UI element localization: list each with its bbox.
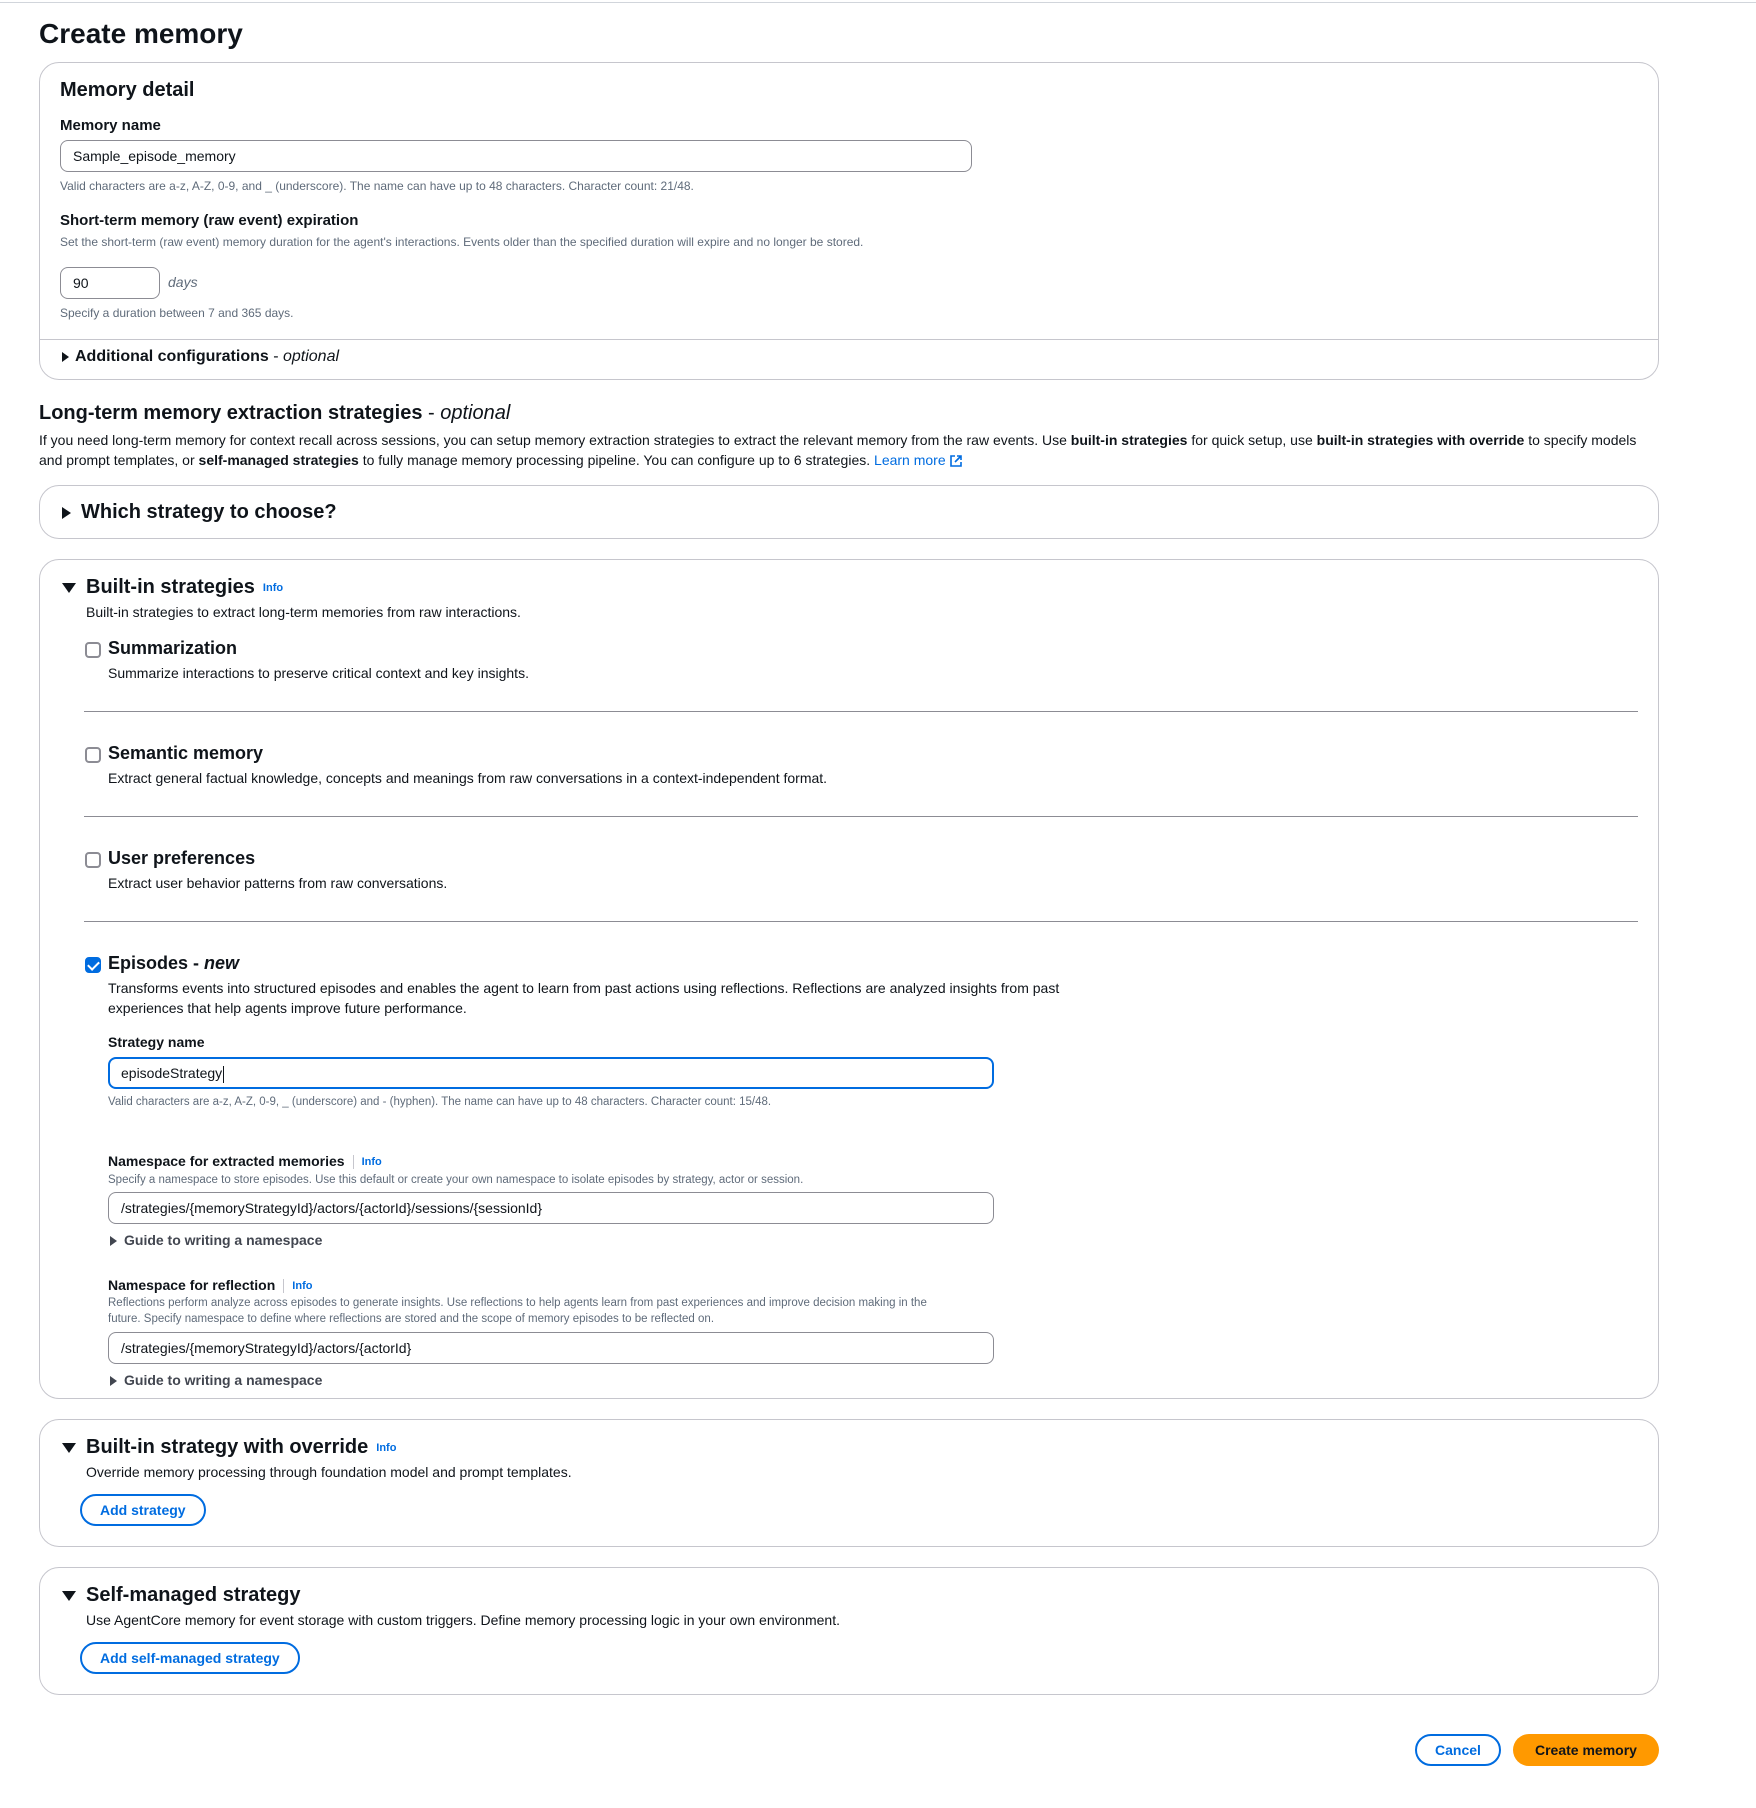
long-term-description [39, 430, 1649, 470]
create-memory-button[interactable]: Create memory [1513, 1734, 1659, 1766]
memory-detail-container [39, 62, 1659, 380]
strategy-name-value: episodeStrategy [121, 1065, 223, 1081]
option-divider [84, 711, 1638, 712]
namespace-info-link[interactable]: Info [361, 1156, 382, 1169]
expiration-hint: Specify a duration between 7 and 365 days. [60, 306, 294, 320]
namespace-label: Namespace for extracted memories [108, 1153, 345, 1169]
builtin-strategies-container [39, 559, 1659, 1399]
episodes-title-row [108, 953, 239, 974]
long-term-desc-text-1: If you need long-term memory for context recall across sessions, you can setup memory extraction strategies to extract the relevant memory from the raw events. Use [39, 432, 1071, 448]
expiration-description: Set the short-term (raw event) memory duration for the agent's interactions. Events older than the specified duration will expire and no longer be stored. [60, 235, 864, 249]
summarization-checkbox[interactable] [85, 642, 101, 658]
guide-namespace-toggle-2[interactable] [110, 1372, 322, 1388]
override-strategy-container [39, 1419, 1659, 1547]
info-separator [283, 1279, 284, 1293]
override-title: Built-in strategy with override [86, 1436, 369, 1458]
summarization-title: Summarization [108, 638, 238, 658]
text-cursor [223, 1066, 224, 1083]
which-strategy-title: Which strategy to choose? [81, 501, 337, 523]
memory-name-hint: Valid characters are a-z, A-Z, 0-9, and _ (underscore). The name can have up to 48 characters. Character count: 21/48. [60, 179, 694, 193]
builtin-strategies-title: Built-in strategies [86, 576, 255, 598]
caret-down-icon [62, 1591, 76, 1601]
builtin-info-link[interactable]: Info [262, 581, 284, 594]
builtin-description: Built-in strategies to extract long-term memories from raw interactions. [86, 604, 521, 620]
top-divider [0, 2, 1756, 3]
caret-right-icon [110, 1236, 117, 1246]
expiration-label: Short-term memory (raw event) expiration [60, 212, 359, 229]
memory-detail-title: Memory detail [60, 79, 195, 101]
guide-namespace-label-2: Guide to writing a namespace [124, 1372, 323, 1388]
external-link-icon [950, 455, 962, 467]
strategy-name-hint: Valid characters are a-z, A-Z, 0-9, _ (underscore) and - (hyphen). The name can have up to 48 characters. Character count: 15/48. [108, 1096, 772, 1108]
self-managed-header[interactable] [62, 1584, 301, 1607]
caret-down-icon [62, 1443, 76, 1453]
strategy-name-input[interactable] [108, 1057, 994, 1089]
learn-more-label: Learn more [874, 452, 946, 468]
long-term-desc-bold-1: built-in strategies [1070, 432, 1188, 448]
expiration-unit: days [168, 274, 198, 290]
episodes-description-line-2: experiences that help agents improve future performance. [108, 1000, 467, 1016]
namespace-input[interactable]: /strategies/{memoryStrategyId}/actors/{actorId}/sessions/{sessionId} [108, 1192, 994, 1224]
reflection-info-link[interactable]: Info [292, 1280, 313, 1293]
builtin-strategies-header[interactable] [62, 576, 283, 599]
caret-right-icon [110, 1376, 117, 1386]
additional-configurations-label: Additional configurations [75, 348, 269, 365]
reflection-description-line-1: Reflections perform analyze across episodes to generate insights. Use reflections to help agents learn from past experiences and improve decision making in the [108, 1297, 927, 1309]
guide-namespace-toggle-1[interactable] [110, 1232, 322, 1248]
expiration-days-input[interactable]: 90 [60, 267, 160, 299]
long-term-title: Long-term memory extraction strategies [39, 402, 423, 424]
additional-optional: optional [282, 348, 340, 365]
long-term-header [39, 402, 510, 425]
which-strategy-toggle[interactable] [62, 501, 337, 524]
summarization-description: Summarize interactions to preserve critical context and key insights. [108, 665, 529, 681]
namespace-label-row [108, 1153, 382, 1169]
long-term-desc-bold-3: self-managed strategies [198, 452, 359, 468]
episodes-title: Episodes [108, 953, 189, 973]
option-divider [84, 921, 1638, 922]
caret-right-icon [62, 352, 69, 362]
memory-name-input[interactable]: Sample_episode_memory [60, 140, 972, 172]
semantic-memory-checkbox[interactable] [85, 747, 101, 763]
long-term-desc-bold-2: built-in strategies with override [1316, 432, 1525, 448]
page-title: Create memory [39, 18, 243, 49]
which-strategy-container[interactable] [39, 485, 1659, 539]
caret-right-icon [62, 507, 71, 519]
namespace-description: Specify a namespace to store episodes. Use this default or create your own namespace to isolate episodes by strategy, actor or session. [108, 1174, 804, 1186]
override-info-link[interactable]: Info [376, 1441, 397, 1454]
long-term-optional: optional [440, 402, 511, 424]
episodes-checkbox[interactable] [85, 957, 101, 973]
info-separator [353, 1155, 354, 1169]
option-divider [84, 816, 1638, 817]
user-preferences-description: Extract user behavior patterns from raw conversations. [108, 875, 448, 891]
episodes-separator: - [188, 953, 205, 973]
additional-separator: - [268, 348, 283, 365]
reflection-description-line-2: future. Specify namespace to define where reflections are stored and the scope of memory episodes to be reflected on. [108, 1313, 715, 1325]
reflection-label: Namespace for reflection [108, 1277, 276, 1293]
long-term-desc-text-4: to fully manage memory processing pipeline. You can configure up to 6 strategies. [358, 452, 875, 468]
cancel-button[interactable]: Cancel [1415, 1734, 1501, 1766]
semantic-memory-title: Semantic memory [108, 743, 264, 763]
guide-namespace-label-1: Guide to writing a namespace [124, 1232, 323, 1248]
user-preferences-title: User preferences [108, 848, 256, 868]
episodes-description-line-1: Transforms events into structured episodes and enables the agent to learn from past actions using reflections. Reflections are analyzed insights from past [108, 980, 1060, 996]
add-self-managed-strategy-button[interactable]: Add self-managed strategy [80, 1642, 300, 1674]
strategy-name-label: Strategy name [108, 1034, 205, 1050]
user-preferences-checkbox[interactable] [85, 852, 101, 868]
add-strategy-button[interactable]: Add strategy [80, 1494, 206, 1526]
override-description: Override memory processing through foundation model and prompt templates. [86, 1464, 572, 1480]
self-managed-description: Use AgentCore memory for event storage with custom triggers. Define memory processing logic in your own environment. [86, 1612, 840, 1628]
self-managed-title: Self-managed strategy [86, 1584, 301, 1606]
section-divider [40, 339, 1658, 340]
episodes-new-tag: new [204, 953, 240, 973]
override-header[interactable] [62, 1436, 396, 1459]
reflection-namespace-input[interactable]: /strategies/{memoryStrategyId}/actors/{actorId} [108, 1332, 994, 1364]
long-term-separator: - [422, 402, 441, 424]
memory-name-label: Memory name [60, 117, 161, 134]
long-term-desc-text-2: for quick setup, use [1187, 432, 1317, 448]
long-term-desc-text-3: to specify models and prompt templates, or [39, 432, 1637, 468]
reflection-label-row [108, 1277, 312, 1293]
additional-configurations-toggle[interactable] [62, 348, 339, 366]
self-managed-container [39, 1567, 1659, 1695]
semantic-memory-description: Extract general factual knowledge, concepts and meanings from raw conversations in a context-independent format. [108, 770, 828, 786]
learn-more-link[interactable] [874, 452, 962, 468]
caret-down-icon [62, 583, 76, 593]
